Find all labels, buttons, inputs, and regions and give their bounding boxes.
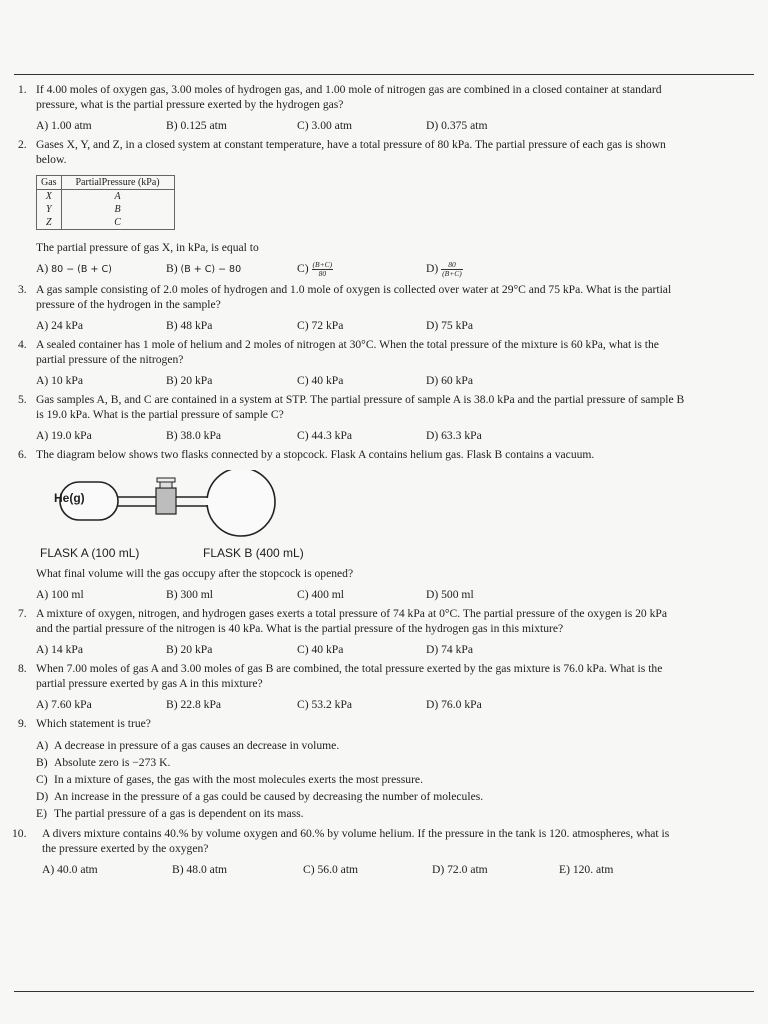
table-cell: X — [37, 190, 62, 204]
flask-b-label: FLASK B (400 mL) — [203, 546, 304, 560]
choice-d[interactable]: D) 500 ml — [426, 588, 474, 601]
statement-option-c[interactable] — [36, 771, 686, 788]
choice-expression: 80 − (B + C) — [51, 264, 112, 275]
table-cell: Z — [37, 216, 62, 230]
choice-b[interactable]: B) 20 kPa — [166, 374, 213, 387]
fraction-numerator: (B+C) — [312, 260, 333, 269]
question-followup: The partial pressure of gas X, in kPa, is equal to — [36, 241, 259, 254]
partial-pressure-table — [36, 175, 175, 230]
fraction-denominator: 80 — [318, 269, 327, 278]
question-10 — [12, 826, 686, 856]
choice-c[interactable]: C) 400 ml — [297, 588, 345, 601]
table-header-gas: Gas — [37, 176, 62, 190]
choice-c[interactable]: C) 40 kPa — [297, 643, 344, 656]
table-cell: A — [61, 190, 174, 204]
choice-c[interactable]: C) 44.3 kPa — [297, 429, 353, 442]
choice-label: C) — [297, 262, 309, 276]
statement-option-a[interactable] — [36, 737, 686, 754]
choice-a[interactable] — [36, 261, 112, 277]
question-6 — [18, 447, 686, 462]
choice-d[interactable] — [426, 261, 463, 278]
statement-options — [18, 737, 686, 822]
question-8 — [18, 661, 686, 691]
question-number: 4. — [18, 338, 27, 351]
question-3 — [18, 282, 686, 312]
table-row — [37, 190, 175, 204]
answer-choices — [18, 261, 686, 278]
choice-d[interactable]: D) 72.0 atm — [432, 863, 488, 876]
worksheet — [12, 82, 686, 881]
fraction — [312, 261, 334, 278]
flask-diagram-drawing — [40, 470, 340, 546]
question-number: 9. — [18, 717, 27, 730]
fraction — [441, 261, 463, 278]
statement-option-e[interactable] — [36, 805, 686, 822]
answer-choices — [18, 428, 686, 443]
choice-a[interactable]: A) 100 ml — [36, 588, 84, 601]
choice-a[interactable]: A) 19.0 kPa — [36, 429, 92, 442]
choice-b[interactable]: B) 38.0 kPa — [166, 429, 222, 442]
question-7 — [18, 606, 686, 636]
question-5 — [18, 392, 686, 422]
table-cell: C — [61, 216, 174, 230]
question-number: 1. — [18, 83, 27, 96]
question-text: A gas sample consisting of 2.0 moles of hydrogen and 1.0 mole of oxygen is collected over water at 29°C and 75 kPa. What is the partial pressure of the hydrogen in the sample? — [36, 283, 672, 311]
question-9 — [18, 716, 686, 731]
choice-expression: (B + C) − 80 — [180, 264, 242, 275]
table-cell: B — [61, 203, 174, 216]
question-followup: What final volume will the gas occupy after the stopcock is opened? — [36, 567, 354, 580]
choice-a[interactable]: A) 1.00 atm — [36, 119, 92, 132]
question-text: Gases X, Y, and Z, in a closed system at constant temperature, have a total pressure of 80 kPa. The partial pressure of each gas is shown below. — [36, 138, 666, 166]
question-number: 6. — [18, 448, 27, 461]
question-4 — [18, 337, 686, 367]
statement-option-d[interactable] — [36, 788, 686, 805]
option-label: D) — [36, 790, 49, 803]
fraction-numerator: 80 — [441, 261, 463, 270]
option-text: Absolute zero is −273 K. — [54, 756, 171, 769]
question-number: 3. — [18, 283, 27, 296]
stopcock-icon — [156, 488, 176, 514]
gas-label: He(g) — [54, 491, 85, 505]
choice-a[interactable]: A) 14 kPa — [36, 643, 84, 656]
question-text: A sealed container has 1 mole of helium and 2 moles of nitrogen at 30°C. When the total pressure of the mixture is 60 kPa, what is the partial pressure of the nitrogen? — [36, 338, 659, 366]
choice-b[interactable]: B) 22.8 kPa — [166, 698, 222, 711]
table-row — [37, 216, 175, 230]
option-text: An increase in the pressure of a gas could be caused by decreasing the number of molecules. — [54, 790, 484, 803]
choice-d[interactable]: D) 74 kPa — [426, 643, 474, 656]
option-label: E) — [36, 807, 47, 820]
question-number: 7. — [18, 607, 27, 620]
choice-c[interactable]: C) 72 kPa — [297, 319, 344, 332]
table-row — [37, 203, 175, 216]
choice-c[interactable]: C) 40 kPa — [297, 374, 344, 387]
flask-diagram — [18, 470, 686, 562]
choice-c[interactable]: C) 56.0 atm — [303, 863, 359, 876]
choice-b[interactable]: B) 20 kPa — [166, 643, 213, 656]
question-text: If 4.00 moles of oxygen gas, 3.00 moles of hydrogen gas, and 1.00 mole of nitrogen gas are combined in a closed container at standard pressure, what is the partial pressure exerted by the hydrogen gas? — [36, 83, 662, 111]
answer-choices — [18, 587, 686, 602]
question-number: 5. — [18, 393, 27, 406]
choice-b[interactable] — [166, 261, 241, 277]
option-label: A) — [36, 739, 49, 752]
answer-choices — [18, 318, 686, 333]
answer-choices — [18, 373, 686, 388]
choice-a[interactable]: A) 10 kPa — [36, 374, 84, 387]
option-text: In a mixture of gases, the gas with the most molecules exerts the most pressure. — [54, 773, 423, 786]
answer-choices — [18, 118, 686, 133]
statement-option-b[interactable] — [36, 754, 686, 771]
choice-d[interactable]: D) 60 kPa — [426, 374, 474, 387]
question-number: 10. — [12, 827, 27, 840]
option-label: C) — [36, 773, 48, 786]
choice-label: A) — [36, 262, 49, 275]
question-2 — [18, 137, 686, 167]
choice-b[interactable]: B) 0.125 atm — [166, 119, 227, 132]
question-text: When 7.00 moles of gas A and 3.00 moles of gas B are combined, the total pressure exerted by the gas mixture is 76.0 kPa. What is the partial pressure exerted by gas A in this mixture? — [36, 662, 663, 690]
option-label: B) — [36, 756, 48, 769]
choice-e[interactable]: E) 120. atm — [559, 863, 614, 876]
table-cell: Y — [37, 203, 62, 216]
question-text: A mixture of oxygen, nitrogen, and hydrogen gases exerts a total pressure of 74 kPa at 0°C. The partial pressure of the oxygen is 20 kPa and the partial pressure of the nitrogen is 40 kPa. What is the partial pressure of the hydrogen gas in this mixture? — [36, 607, 667, 635]
answer-choices — [18, 642, 686, 657]
choice-c[interactable] — [297, 261, 333, 278]
choice-label: D) — [426, 262, 439, 276]
choice-a[interactable]: A) 24 kPa — [36, 319, 84, 332]
answer-choices — [18, 697, 686, 712]
flask-b-shape — [207, 470, 275, 536]
table-header-pressure: PartialPressure (kPa) — [61, 176, 174, 190]
bottom-rule — [14, 991, 754, 992]
question-number: 8. — [18, 662, 27, 675]
question-text: A divers mixture contains 40.% by volume oxygen and 60.% by volume helium. If the pressure in the tank is 120. atmospheres, what is the pressure exerted by the oxygen? — [42, 827, 670, 855]
question-text: Gas samples A, B, and C are contained in a system at STP. The partial pressure of sample A is 38.0 kPa and the partial pressure of sample B is 19.0 kPa. What is the partial pressure of sample C? — [36, 393, 685, 421]
choice-d[interactable]: D) 75 kPa — [426, 319, 474, 332]
top-rule — [14, 74, 754, 75]
choice-a[interactable]: A) 7.60 kPa — [36, 698, 92, 711]
choice-c[interactable]: C) 3.00 atm — [297, 119, 353, 132]
choice-b[interactable]: B) 300 ml — [166, 588, 214, 601]
fraction-denominator: (B+C) — [442, 269, 462, 278]
choice-a[interactable]: A) 40.0 atm — [42, 863, 98, 876]
choice-b[interactable]: B) 48 kPa — [166, 319, 213, 332]
option-text: A decrease in pressure of a gas causes an decrease in volume. — [54, 739, 340, 752]
choice-b[interactable]: B) 48.0 atm — [172, 863, 228, 876]
flask-a-label: FLASK A (100 mL) — [40, 546, 140, 560]
question-1 — [18, 82, 686, 112]
question-text: The diagram below shows two flasks connected by a stopcock. Flask A contains helium gas. Flask B contains a vacuum. — [36, 448, 595, 461]
answer-choices — [24, 862, 686, 877]
choice-c[interactable]: C) 53.2 kPa — [297, 698, 353, 711]
option-text: The partial pressure of a gas is dependent on its mass. — [54, 807, 304, 820]
question-number: 2. — [18, 138, 27, 151]
question-text: Which statement is true? — [36, 717, 151, 730]
choice-d[interactable]: D) 0.375 atm — [426, 119, 488, 132]
choice-d[interactable]: D) 76.0 kPa — [426, 698, 482, 711]
choice-label: B) — [166, 262, 178, 275]
choice-d[interactable]: D) 63.3 kPa — [426, 429, 482, 442]
